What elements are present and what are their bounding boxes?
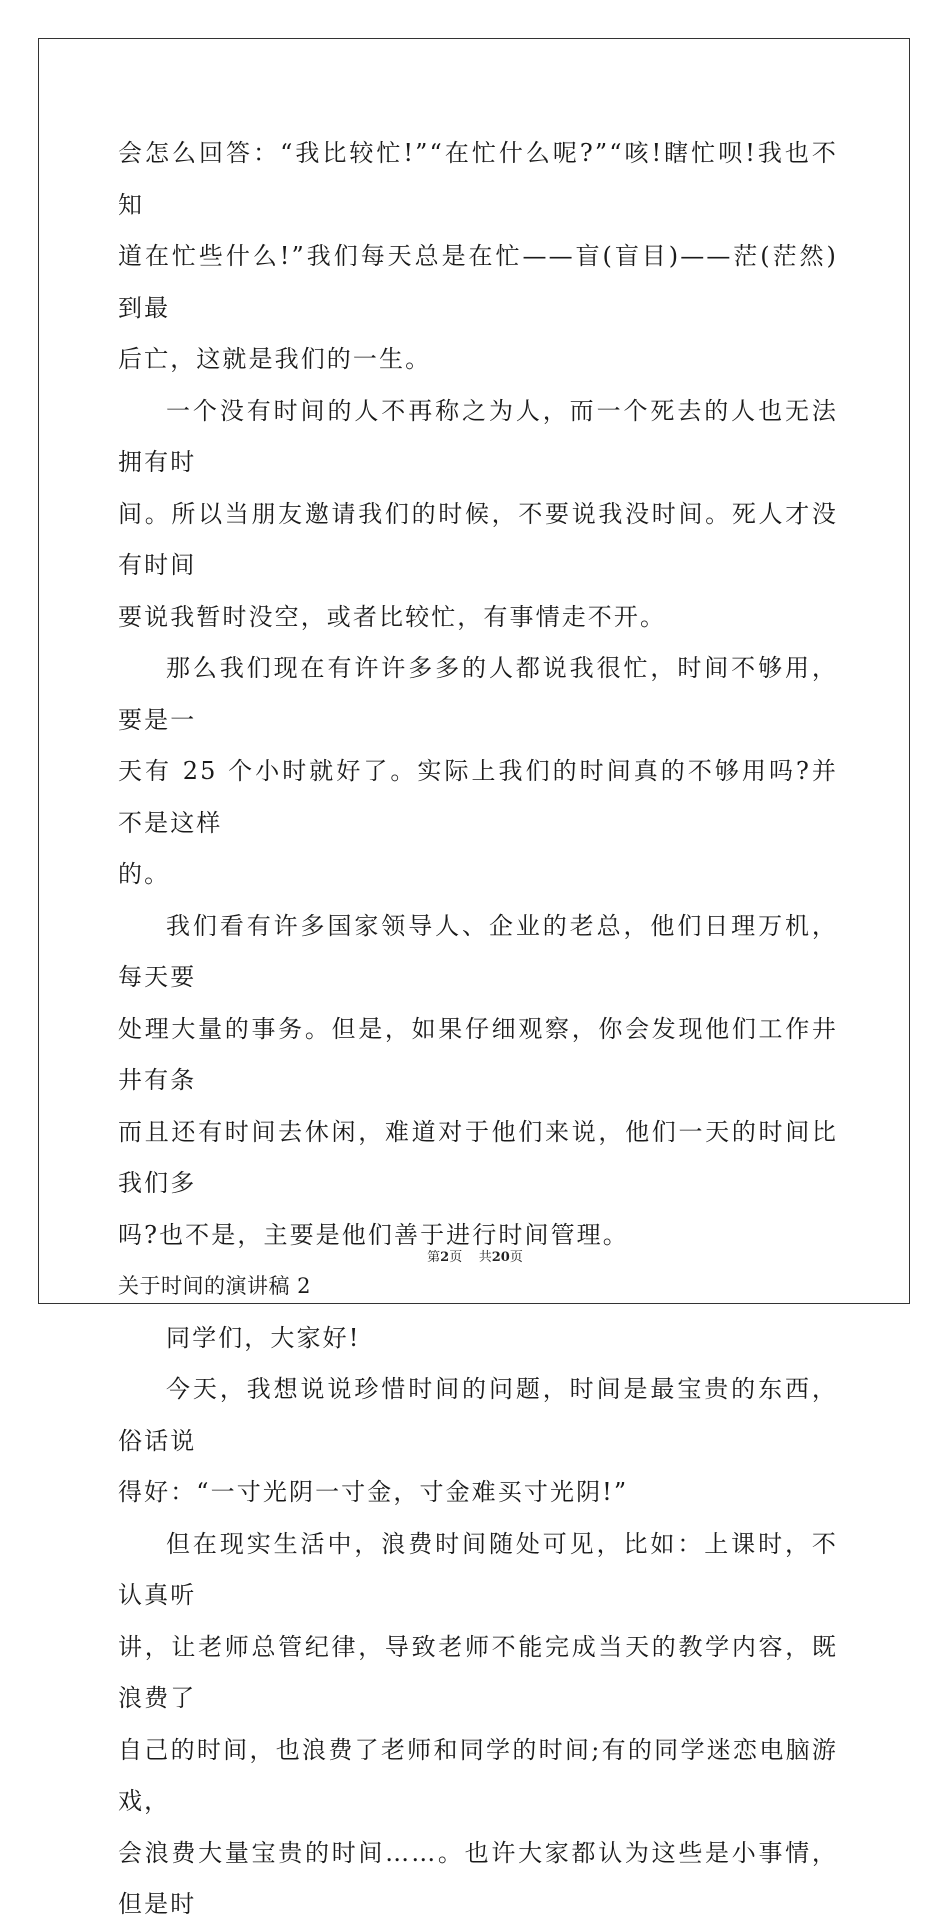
footer-total-pages: 20 <box>491 1250 510 1265</box>
footer-total-prefix: 共 <box>478 1250 492 1265</box>
paragraph: 但在现实生活中，浪费时间随处可见，比如：上课时，不认真听 讲，让老师总管纪律，导致老师不能完成当天的教学内容，既浪费了 自己的时间，也浪费了老师和同学的时间;有的同学迷恋电脑游戏， 会浪费大量宝贵的时间……。也许大家都认为这些是小事情，但是时 <box>118 1529 838 1918</box>
paragraph-continued: 会怎么回答：“我比较忙!”“在忙什么呢?”“咳!瞎忙呗!我也不知 道在忙些什么!”我们每天总是在忙——盲(盲目)——茫(茫然)到最 后亡，这就是我们的一生。 <box>118 139 838 373</box>
paragraph: 同学们，大家好! <box>166 1323 361 1352</box>
section-title: 关于时间的演讲稿 2 <box>118 1274 312 1298</box>
page-footer <box>0 1246 950 1265</box>
document-body <box>118 128 838 1931</box>
paragraph: 那么我们现在有许许多多的人都说我很忙，时间不够用，要是一 天有 25 个小时就好了。实际上我们的时间真的不够用吗?并不是这样 的。 <box>118 654 838 888</box>
footer-total-suffix: 页 <box>509 1250 523 1265</box>
footer-prefix: 第 <box>427 1250 441 1265</box>
footer-page-suffix: 页 <box>449 1250 463 1265</box>
paragraph: 一个没有时间的人不再称之为人，而一个死去的人也无法拥有时 间。所以当朋友邀请我们的时候，不要说我没时间。死人才没有时间 要说我暂时没空，或者比较忙，有事情走不开。 <box>118 396 838 631</box>
paragraph: 今天，我想说说珍惜时间的问题，时间是最宝贵的东西，俗话说 得好：“一寸光阴一寸金，寸金难买寸光阴!” <box>118 1375 838 1506</box>
paragraph: 我们看有许多国家领导人、企业的老总，他们日理万机，每天要 处理大量的事务。但是，如果仔细观察，你会发现他们工作井井有条 而且还有时间去休闲，难道对于他们来说，他们一天的时间比我们多 吗?也不是，主要是他们善于进行时间管理。 <box>118 911 838 1249</box>
footer-page-number: 2 <box>440 1250 450 1265</box>
